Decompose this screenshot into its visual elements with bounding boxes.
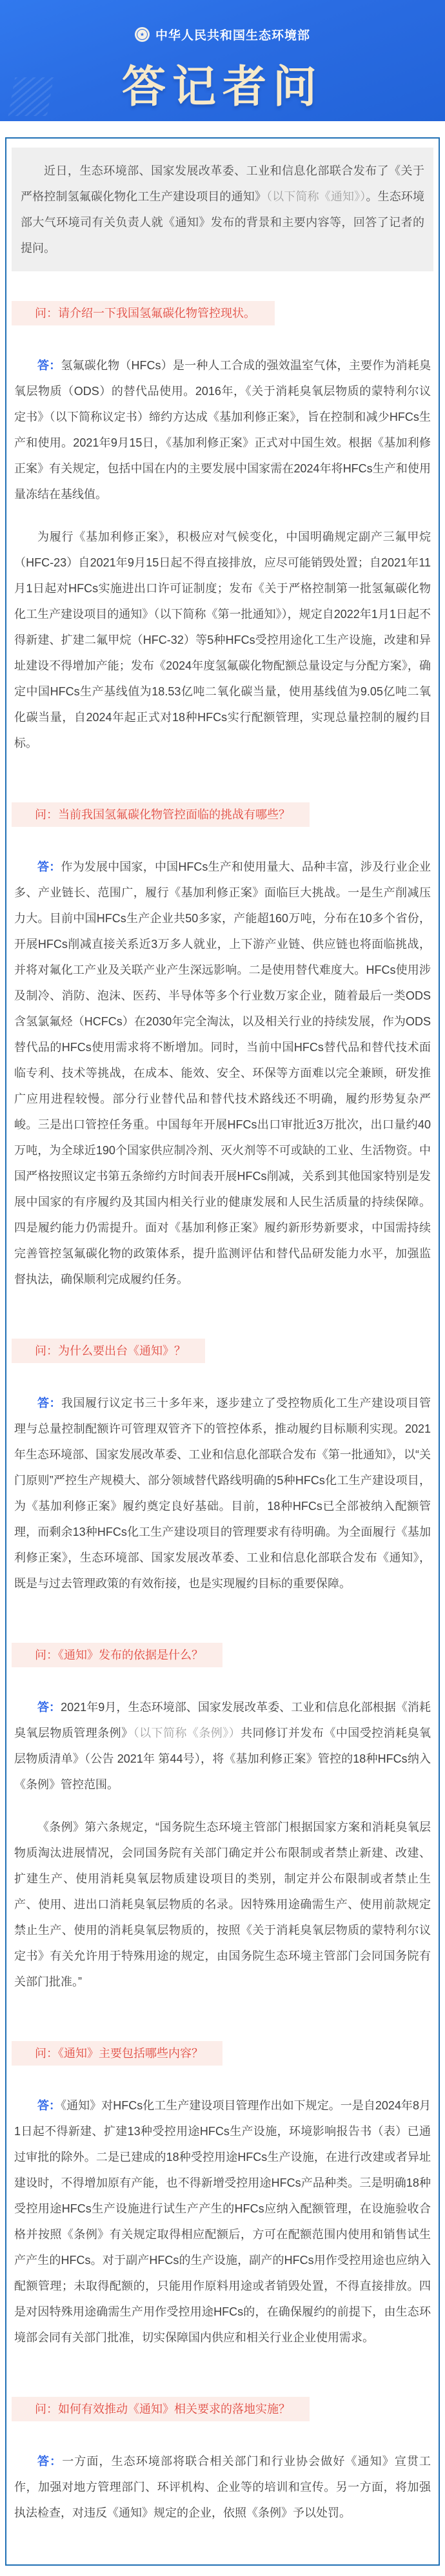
qa-section (12, 1309, 433, 1596)
answer-paragraph (14, 2093, 431, 2350)
question-heading: 问：《通知》发布的依据是什么？ (12, 1643, 222, 1667)
ministry-name: 中华人民共和国生态环境部 (155, 29, 310, 43)
question-heading: 问：如何有效推动《通知》相关要求的落地实施？ (12, 2397, 310, 2421)
text-run: 为履行《基加利修正案》，积极应对气候变化，中国明确规定副产三氟甲烷（HFC-23）自2021年9月15日起不得直接排放，应尽可能销毁处置；自2021年11月1日起对HFCs实施进出口许可证制度；发布《关于严格控制第一批氢氟碳化物化工生产建设项目的通知》（以下简称《第一批通知》），规定自2022年1月1日起不得新建、扩建二氟甲烷（HFC-32）等5种HFCs受控用途化工生产设施，改建和异址建设不得增加产能；发布《2024年度氢氟碳化物配额总量设定与分配方案》，确定中国HFCs生产基线值为18.53亿吨二氧化碳当量，使用基线值为9.05亿吨二氧化碳当量，自2024年起正式对18种HFCs实行配额管理，实现总量控制的履约目标。 (14, 530, 431, 750)
text-run: 共同修订并发布《中国受控消耗臭氧层物质清单》（公告 2021年 第44号），将《基加利修正案》管控的18种HFCs纳入《条例》管控范围。 (14, 1727, 431, 1791)
answer-prefix: 答： (37, 2455, 63, 2468)
answer-prefix: 答： (37, 2099, 61, 2112)
question-heading: 问：为什么要出台《通知》？ (12, 1339, 205, 1363)
text-run: 《通知》对HFCs化工生产建设项目管理作出如下规定。一是自2024年8月1日起不得新建、扩建13种受控用途HFCs生产设施，环境影响报告书（表）已通过审批的除外。二是已建成的18种受控用途HFCs生产设施，在进行改建或者异址建设时，不得增加原有产能，也不得新增受控用途HFCs产品种类。三是明确18种受控用途HFCs生产设施进行试生产产生的HFCs应纳入配额管理，在设施验收合格并按照《条例》有关规定取得相应配额后，方可在配额范围内使用和销售试生产产生的HFCs。对于副产HFCs的生产设施，副产的HFCs用作受控用途也应纳入配额管理；未取得配额的，只能用作原料用途或者销毁处置，不得直接排放。四是对因特殊用途确需生产用作受控用途HFCs的，在确保履约的前提下，由生态环境部会同有关部门批准，切实保障国内供应和相关行业企业使用需求。 (14, 2099, 431, 2344)
answer-paragraph (14, 524, 431, 756)
qa-section (12, 2011, 433, 2350)
qa-section (12, 1613, 433, 1995)
qa-section (12, 271, 433, 756)
answer-prefix: 答： (37, 1397, 61, 1409)
page-title: 答记者问 (121, 63, 323, 111)
text-run: 2021年9月，生态环境部、国家发展改革委、工业和信息化部根据《消耗臭氧层物质管理条例》 (14, 1701, 431, 1739)
muted-note: （以下简称《条例》） (133, 1727, 241, 1739)
text-run: 作为发展中国家，中国HFCs生产和使用量大、品种丰富，涉及行业企业多、产业链长、范围广，履行《基加利修正案》面临巨大挑战。一是生产削减压力大。目前中国HFCs生产企业共50多家，产能超160万吨，分布在10多个省份，开展HFCs削减直接关系近3万多人就业，上下游产业链、供应链也将面临挑战，并将对氟化工产业及关联产业产生深远影响。二是使用替代难度大。HFCs使用涉及制冷、消防、泡沫、医药、半导体等多个行业数万家企业，随着最后一类ODS含氢氯氟烃（HCFCs）在2030年完全淘汰，以及相关行业的持续发展，作为ODS替代品的HFCs使用需求将不断增加。同时，当前中国HFCs替代品和替代技术面临专利、技术等挑战，在成本、能效、安全、环保等方面难以完全兼顾，研发推广应用进程较慢。部分行业替代品和替代技术路线还不明确，履约形势复杂严峻。三是出口管控任务重。中国每年开展HFCs出口审批近3万批次，出口量约40万吨，为全球近190个国家供应制冷剂、灭火剂等不可或缺的工业、生活物资。中国严格按照议定书第五条缔约方时间表开展HFCs削减，关系到其他国家特别是发展中国家的有序履约及其国内相关行业的健康发展和人民生活质量的持续保障。四是履约能力仍需提升。面对《基加利修正案》履约新形势新要求，中国需持续完善管控氢氟碳化物的政策体系，提升监测评估和替代品研发能力水平，加强监督执法，确保顺利完成履约任务。 (14, 860, 431, 1286)
answer-paragraph (14, 2448, 431, 2526)
answer-prefix: 答： (37, 860, 61, 873)
answer-paragraph (14, 1390, 431, 1596)
text-run: 。生态环境部大气环境司有关负责人就《通知》发布的背景和主要内容等，回答了记者的提问。 (21, 190, 425, 255)
answer-prefix: 答： (37, 359, 61, 372)
answer-prefix: 答： (37, 1701, 61, 1714)
muted-note: （以下简称《通知》） (266, 190, 366, 203)
qa-section (12, 773, 433, 1292)
question-heading: 问：请介绍一下我国氢氟碳化物管控现状。 (12, 301, 275, 325)
article-frame (5, 137, 440, 2566)
ministry-emblem-icon: ★ (135, 27, 150, 42)
text-run: 氢氟碳化物（HFCs）是一种人工合成的强效温室气体，主要作为消耗臭氧层物质（ODS）的替代品使用。2016年，《关于消耗臭氧层物质的蒙特利尔议定书》（以下简称议定书）缔约方达成《基加利修正案》，旨在控制和减少HFCs生产和使用。2021年9月15日，《基加利修正案》正式对中国生效。根据《基加利修正案》有关规定，包括中国在内的主要发展中国家需在2024年将HFCs生产和使用量冻结在基线值。 (14, 359, 431, 501)
text-run: 一方面，生态环境部将联合相关部门和行业协会做好《通知》宣贯工作，加强对地方管理部门、环评机构、企业等的培训和宣传。另一方面，将加强执法检查，对违反《通知》规定的企业，依照《条例》予以处罚。 (14, 2455, 431, 2519)
intro-box (12, 148, 433, 271)
text-run: 我国履行议定书三十多年来，逐步建立了受控物质化工生产建设项目管理与总量控制配额许可管理双管齐下的管控体系，推动履约目标顺利实现。2021年生态环境部、国家发展改革委、工业和信息化部联合发布《第一批通知》，以“关门原则”严控生产规模大、部分领域替代路线明确的5种HFCs化工生产建设项目，为《基加利修正案》履约奠定良好基础。目前，18种HFCs已全部被纳入配额管理，而剩余13种HFCs化工生产建设项目的管理要求有待明确。为全面履行《基加利修正案》，生态环境部、国家发展改革委、工业和信息化部联合发布《通知》，既是与过去管理政策的有效衔接，也是实现履约目标的重要保障。 (14, 1397, 431, 1590)
page-banner (0, 0, 445, 121)
text-run: 《条例》第六条规定，“国务院生态环境主管部门根据国家方案和消耗臭氧层物质淘汰进展情况，会同国务院有关部门确定并公布限制或者禁止新建、改建、扩建生产、使用消耗臭氧层物质建设项目的类别，制定并公布限制或者禁止生产、使用、进出口消耗臭氧层物质的名录。因特殊用途确需生产、使用前款规定禁止生产、使用的消耗臭氧层物质的，按照《关于消耗臭氧层物质的蒙特利尔议定书》有关允许用于特殊用途的规定，由国务院生态环境主管部门会同国务院有关部门批准。” (14, 1821, 431, 1988)
ministry-logo-row (135, 26, 310, 43)
intro-paragraph (21, 158, 424, 261)
question-heading: 问：《通知》主要包括哪些内容？ (12, 2041, 222, 2066)
question-heading: 问：当前我国氢氟碳化物管控面临的挑战有哪些？ (12, 802, 310, 827)
answer-paragraph (14, 1814, 431, 1995)
qa-container (12, 271, 433, 2526)
answer-paragraph (14, 1694, 431, 1797)
text-run: 近日，生态环境部、国家发展改革委、工业和信息化部联合发布了《关于严格控制氢氟碳化物化工生产建设项目的通知》 (21, 164, 424, 203)
answer-paragraph (14, 353, 431, 507)
qa-section (12, 2367, 433, 2526)
answer-paragraph (14, 854, 431, 1292)
